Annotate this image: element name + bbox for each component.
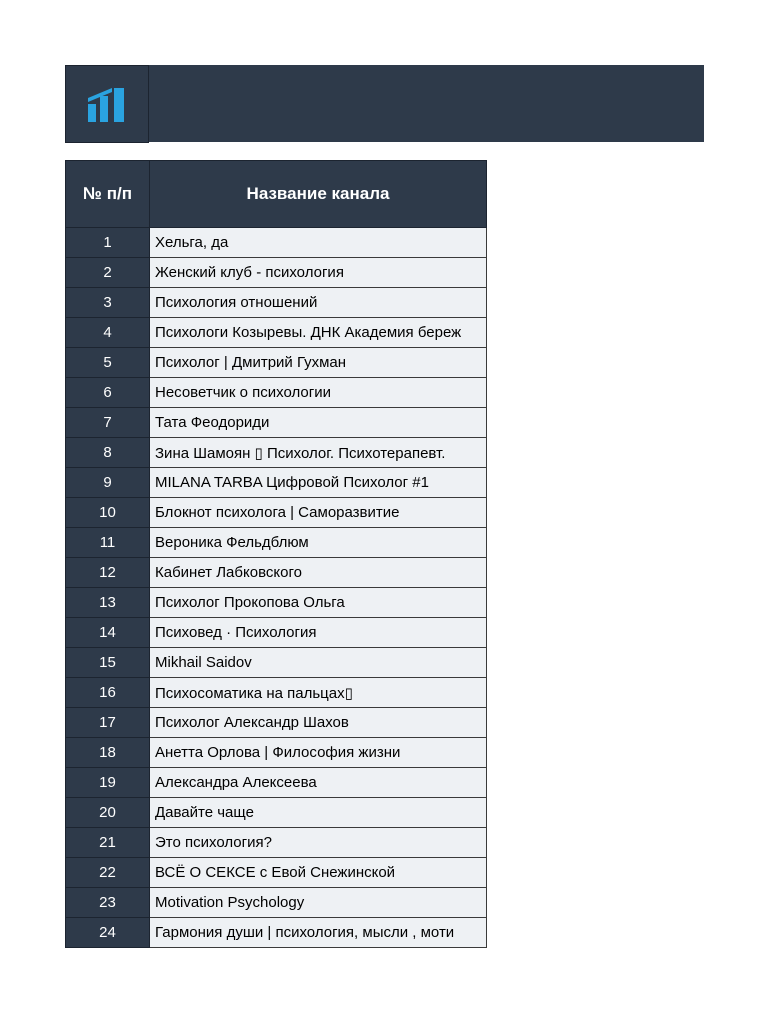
table-row — [66, 498, 487, 528]
table-row — [66, 738, 487, 768]
channel-name-cell: Анетта Орлова | Философия жизни — [150, 738, 487, 768]
table-row — [66, 828, 487, 858]
table-row — [66, 318, 487, 348]
table-row — [66, 528, 487, 558]
row-number-cell: 24 — [66, 918, 150, 948]
row-number-cell: 16 — [66, 678, 150, 708]
table-row — [66, 378, 487, 408]
channel-name-cell: Кабинет Лабковского — [150, 558, 487, 588]
row-number-cell: 1 — [66, 228, 150, 258]
channel-name-cell: Гармония души | психология, мысли , моти — [150, 918, 487, 948]
table-row — [66, 288, 487, 318]
table-row — [66, 888, 487, 918]
channel-name-cell: Тата Феодориди — [150, 408, 487, 438]
table-row — [66, 468, 487, 498]
channel-name-cell: Психолог | Дмитрий Гухман — [150, 348, 487, 378]
channel-name-cell: Психолог Александр Шахов — [150, 708, 487, 738]
channel-name-cell: Психологи Козыревы. ДНК Академия береж — [150, 318, 487, 348]
row-number-cell: 22 — [66, 858, 150, 888]
row-number-cell: 6 — [66, 378, 150, 408]
channel-name-cell: Вероника Фельдблюм — [150, 528, 487, 558]
channel-name-cell: Это психология? — [150, 828, 487, 858]
table-row — [66, 918, 487, 948]
bar-chart-logo-icon — [86, 86, 130, 124]
channel-name-cell: Женский клуб - психология — [150, 258, 487, 288]
table-row — [66, 768, 487, 798]
row-number-cell: 15 — [66, 648, 150, 678]
channel-name-cell: Несоветчик о психологии — [150, 378, 487, 408]
row-number-cell: 2 — [66, 258, 150, 288]
row-number-cell: 20 — [66, 798, 150, 828]
table-row — [66, 558, 487, 588]
logo-cell — [65, 65, 149, 143]
row-number-cell: 14 — [66, 618, 150, 648]
row-number-cell: 3 — [66, 288, 150, 318]
row-number-cell: 8 — [66, 438, 150, 468]
channel-name-cell: Александра Алексеева — [150, 768, 487, 798]
table-row — [66, 408, 487, 438]
table-row — [66, 348, 487, 378]
channel-name-cell: Психовед · Психология — [150, 618, 487, 648]
channel-name-cell: MILANA TARBA Цифровой Психолог #1 — [150, 468, 487, 498]
row-number-cell: 10 — [66, 498, 150, 528]
table-row — [66, 798, 487, 828]
channel-name-cell: Психолог Прокопова Ольга — [150, 588, 487, 618]
table-row — [66, 618, 487, 648]
row-number-cell: 13 — [66, 588, 150, 618]
row-number-cell: 23 — [66, 888, 150, 918]
channel-name-cell: Психология отношений — [150, 288, 487, 318]
table-row — [66, 648, 487, 678]
channel-name-cell: Блокнот психолога | Саморазвитие — [150, 498, 487, 528]
row-number-cell: 19 — [66, 768, 150, 798]
row-number-cell: 21 — [66, 828, 150, 858]
row-number-cell: 17 — [66, 708, 150, 738]
row-number-cell: 18 — [66, 738, 150, 768]
table-row — [66, 588, 487, 618]
channel-name-cell: Зина Шамоян ▯ Психолог. Психотерапевт. — [150, 438, 487, 468]
channel-name-cell: Mikhail Saidov — [150, 648, 487, 678]
table-header-row — [66, 161, 487, 228]
row-number-cell: 9 — [66, 468, 150, 498]
table-row — [66, 708, 487, 738]
column-header-number: № п/п — [66, 161, 150, 228]
channel-name-cell: Психосоматика на пальцах▯ — [150, 678, 487, 708]
row-number-cell: 4 — [66, 318, 150, 348]
table-row — [66, 258, 487, 288]
channel-name-cell: Хельга, да — [150, 228, 487, 258]
table-row — [66, 678, 487, 708]
row-number-cell: 5 — [66, 348, 150, 378]
row-number-cell: 12 — [66, 558, 150, 588]
table-row — [66, 228, 487, 258]
channel-name-cell: ВСЁ О СЕКСЕ с Евой Снежинской — [150, 858, 487, 888]
channel-name-cell: Motivation Psychology — [150, 888, 487, 918]
row-number-cell: 7 — [66, 408, 150, 438]
channels-table — [65, 160, 487, 948]
table-row — [66, 858, 487, 888]
channel-name-cell: Давайте чаще — [150, 798, 487, 828]
table-row — [66, 438, 487, 468]
header-banner — [65, 65, 704, 142]
column-header-channel-name: Название канала — [150, 161, 487, 228]
row-number-cell: 11 — [66, 528, 150, 558]
